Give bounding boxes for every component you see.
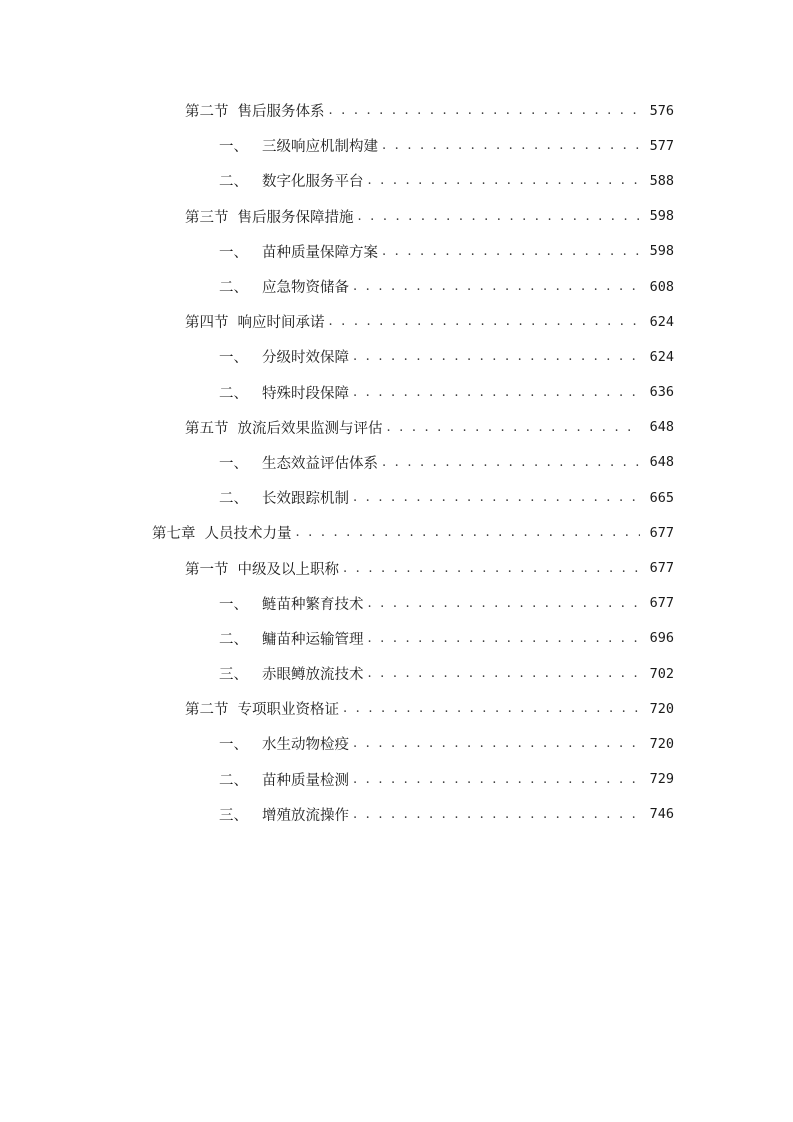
toc-leader-dots [368, 666, 641, 681]
toc-leader-dots [353, 490, 640, 505]
toc-entry-page-number: 677 [649, 524, 674, 541]
toc-entry-title: 售后服务体系 [237, 104, 325, 121]
toc-entry-title: 水生动物检疫 [262, 737, 349, 754]
toc-entry-14[interactable] [0, 550, 793, 585]
toc-entry-number: 第二节 [185, 702, 229, 719]
toc-entry-title: 增殖放流操作 [262, 807, 349, 824]
toc-entry-title: 苗种质量保障方案 [262, 244, 378, 261]
toc-entry-9[interactable] [0, 375, 793, 410]
toc-entry-title: 长效跟踪机制 [262, 491, 349, 508]
toc-leader-dots [382, 138, 640, 153]
toc-entry-number: 一、 [219, 350, 248, 367]
toc-entry-11[interactable] [0, 445, 793, 480]
toc-entry-10[interactable] [0, 410, 793, 445]
toc-entry-page-number: 624 [649, 348, 674, 365]
toc-entry-page-number: 677 [649, 560, 674, 577]
toc-entry-page-number: 648 [649, 419, 674, 436]
toc-entry-page-number: 598 [649, 243, 674, 260]
toc-leader-dots [368, 173, 641, 188]
toc-entry-number: 第七章 [152, 526, 196, 543]
toc-leader-dots [343, 701, 640, 716]
toc-entry-title: 苗种质量检测 [262, 772, 349, 789]
toc-leader-dots [368, 596, 641, 611]
toc-entry-page-number: 665 [649, 489, 674, 506]
toc-entry-page-number: 677 [649, 595, 674, 612]
toc-leader-dots [358, 209, 641, 224]
toc-entry-number: 第二节 [185, 104, 229, 121]
toc-entry-page-number: 624 [649, 313, 674, 330]
toc-entry-number: 第三节 [185, 209, 229, 226]
toc-entry-20[interactable] [0, 762, 793, 797]
toc-entry-number: 三、 [219, 807, 248, 824]
toc-entry-18[interactable] [0, 691, 793, 726]
toc-leader-dots [343, 561, 640, 576]
toc-entry-page-number: 746 [649, 806, 674, 823]
toc-entry-8[interactable] [0, 339, 793, 374]
toc-entry-title: 生态效益评估体系 [262, 455, 378, 472]
toc-entry-page-number: 598 [649, 208, 674, 225]
toc-entry-page-number: 576 [649, 102, 674, 119]
toc-entry-17[interactable] [0, 656, 793, 691]
toc-entry-6[interactable] [0, 269, 793, 304]
toc-entry-number: 第五节 [185, 420, 229, 437]
toc-leader-dots [329, 314, 641, 329]
toc-entry-title: 特殊时段保障 [262, 385, 349, 402]
toc-entry-number: 二、 [219, 631, 248, 648]
toc-leader-dots [382, 455, 640, 470]
toc-entry-title: 鲢苗种繁育技术 [262, 596, 364, 613]
toc-entry-title: 人员技术力量 [204, 526, 292, 543]
toc-entry-number: 第一节 [185, 561, 229, 578]
toc-entry-title: 放流后效果监测与评估 [237, 420, 383, 437]
toc-entry-number: 一、 [219, 139, 248, 156]
toc-entry-number: 二、 [219, 772, 248, 789]
toc-entry-2[interactable] [0, 128, 793, 163]
toc-entry-number: 二、 [219, 491, 248, 508]
toc-entry-title: 三级响应机制构建 [262, 139, 378, 156]
toc-entry-16[interactable] [0, 621, 793, 656]
toc-entry-title: 应急物资储备 [262, 280, 349, 297]
toc-leader-dots [353, 772, 640, 787]
toc-leader-dots [368, 631, 641, 646]
toc-entry-number: 一、 [219, 737, 248, 754]
toc-entry-page-number: 720 [649, 735, 674, 752]
toc-entry-number: 二、 [219, 174, 248, 191]
toc-leader-dots [353, 807, 640, 822]
toc-entry-page-number: 702 [649, 665, 674, 682]
table-of-contents [0, 93, 793, 832]
toc-entry-21[interactable] [0, 797, 793, 832]
toc-entry-number: 一、 [219, 244, 248, 261]
toc-entry-4[interactable] [0, 199, 793, 234]
toc-entry-title: 售后服务保障措施 [237, 209, 354, 226]
toc-entry-page-number: 608 [649, 278, 674, 295]
toc-entry-title: 中级及以上职称 [237, 561, 339, 578]
toc-entry-page-number: 588 [649, 172, 674, 189]
toc-entry-1[interactable] [0, 93, 793, 128]
toc-entry-number: 二、 [219, 280, 248, 297]
toc-leader-dots [296, 525, 641, 540]
toc-leader-dots [387, 420, 641, 435]
toc-entry-3[interactable] [0, 163, 793, 198]
toc-entry-19[interactable] [0, 726, 793, 761]
toc-entry-number: 第四节 [185, 315, 229, 332]
toc-entry-5[interactable] [0, 234, 793, 269]
toc-entry-page-number: 696 [649, 630, 674, 647]
toc-entry-7[interactable] [0, 304, 793, 339]
toc-entry-title: 赤眼鳟放流技术 [262, 667, 364, 684]
toc-leader-dots [353, 349, 640, 364]
toc-entry-12[interactable] [0, 480, 793, 515]
toc-entry-number: 一、 [219, 596, 248, 613]
toc-entry-13[interactable] [0, 515, 793, 550]
toc-leader-dots [353, 736, 640, 751]
toc-entry-page-number: 577 [649, 137, 674, 154]
toc-entry-number: 三、 [219, 667, 248, 684]
toc-entry-number: 一、 [219, 455, 248, 472]
toc-entry-page-number: 729 [649, 771, 674, 788]
toc-entry-page-number: 720 [649, 700, 674, 717]
toc-leader-dots [382, 244, 640, 259]
toc-entry-title: 专项职业资格证 [237, 702, 339, 719]
toc-entry-page-number: 636 [649, 384, 674, 401]
toc-leader-dots [353, 279, 640, 294]
toc-entry-title: 响应时间承诺 [237, 315, 325, 332]
toc-leader-dots [353, 385, 640, 400]
toc-entry-title: 鳙苗种运输管理 [262, 631, 364, 648]
toc-entry-title: 数字化服务平台 [262, 174, 364, 191]
toc-entry-number: 二、 [219, 385, 248, 402]
toc-entry-title: 分级时效保障 [262, 350, 349, 367]
toc-leader-dots [329, 103, 641, 118]
toc-entry-15[interactable] [0, 586, 793, 621]
toc-entry-page-number: 648 [649, 454, 674, 471]
